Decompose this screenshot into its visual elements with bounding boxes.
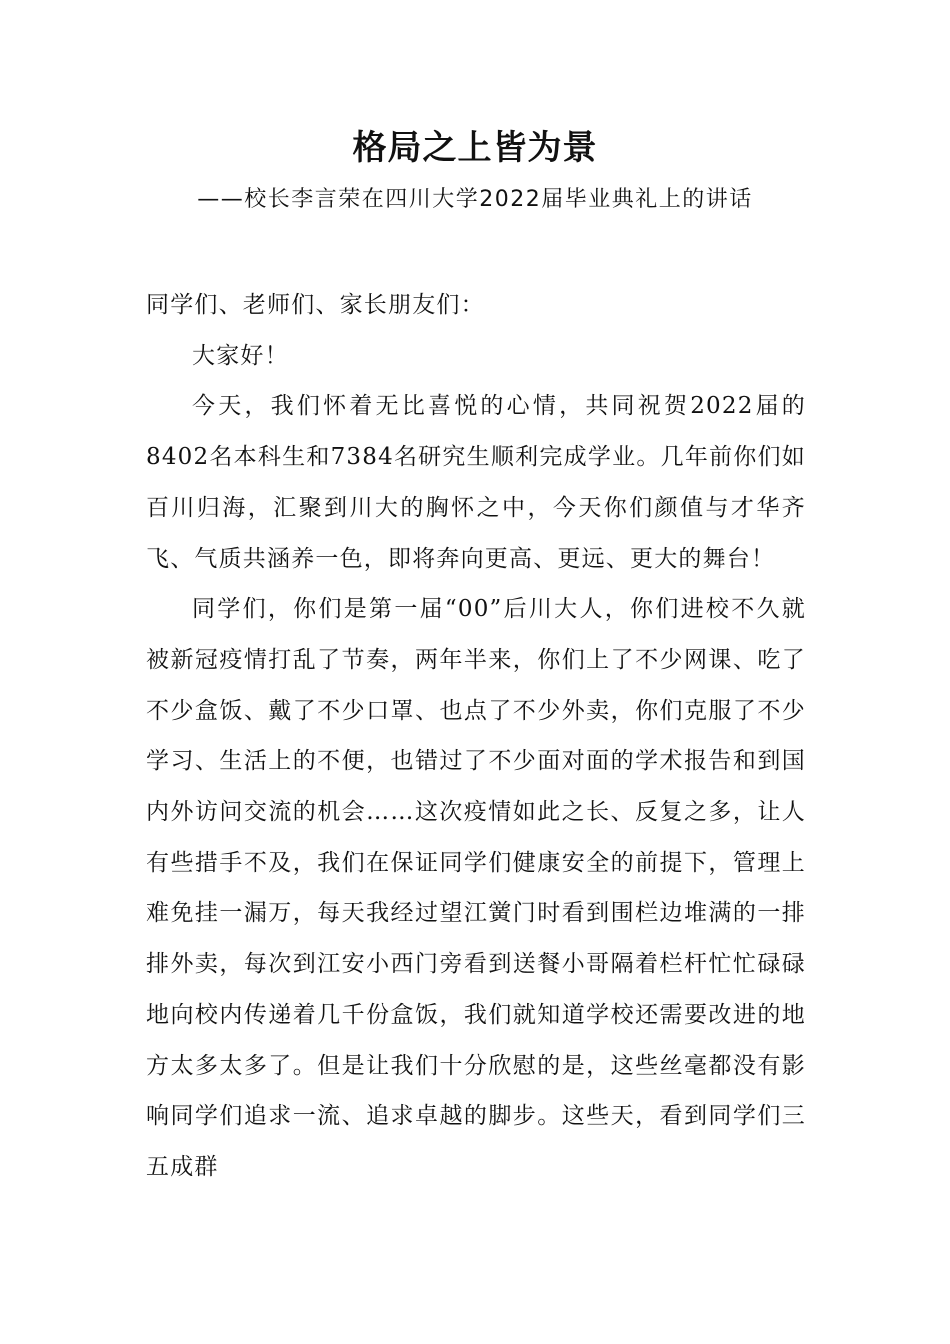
document-body — [146, 280, 806, 1193]
paragraph-greeting: 大家好！ — [192, 342, 289, 369]
document-title: 格局之上皆为景 — [352, 128, 598, 168]
paragraph-congratulations: 今天，我们怀着无比喜悦的心情，共同祝贺2022届的8402名本科生和7384名研究生顺利完成学业。几年前你们如百川归海，汇聚到川大的胸怀之中，今天你们颜值与才华齐飞、气质共涵养一色，即将奔向更高、更远、更大的舞台！ — [146, 393, 806, 572]
document-subtitle: ——校长李言荣在四川大学2022届毕业典礼上的讲话 — [197, 187, 753, 212]
paragraph-pandemic: 同学们，你们是第一届“00”后川大人，你们进校不久就被新冠疫情打乱了节奏，两年半来，你们上了不少网课、吃了不少盒饭、戴了不少口罩、也点了不少外卖，你们克服了不少学习、生活上的不便，也错过了不少面对面的学术报告和到国内外访问交流的机会……这次疫情如此之长、反复之多，让人有些措手不及，我们在保证同学们健康安全的前提下，管理上难免挂一漏万，每天我经过望江黉门时看到围栏边堆满的一排排外卖，每次到江安小西门旁看到送餐小哥隔着栏杆忙忙碌碌地向校内传递着几千份盒饭，我们就知道学校还需要改进的地方太多太多了。但是让我们十分欣慰的是，这些丝毫都没有影响同学们追求一流、追求卓越的脚步。这些天，看到同学们三五成群 — [146, 596, 806, 1180]
salutation: 同学们、老师们、家长朋友们： — [146, 292, 485, 318]
